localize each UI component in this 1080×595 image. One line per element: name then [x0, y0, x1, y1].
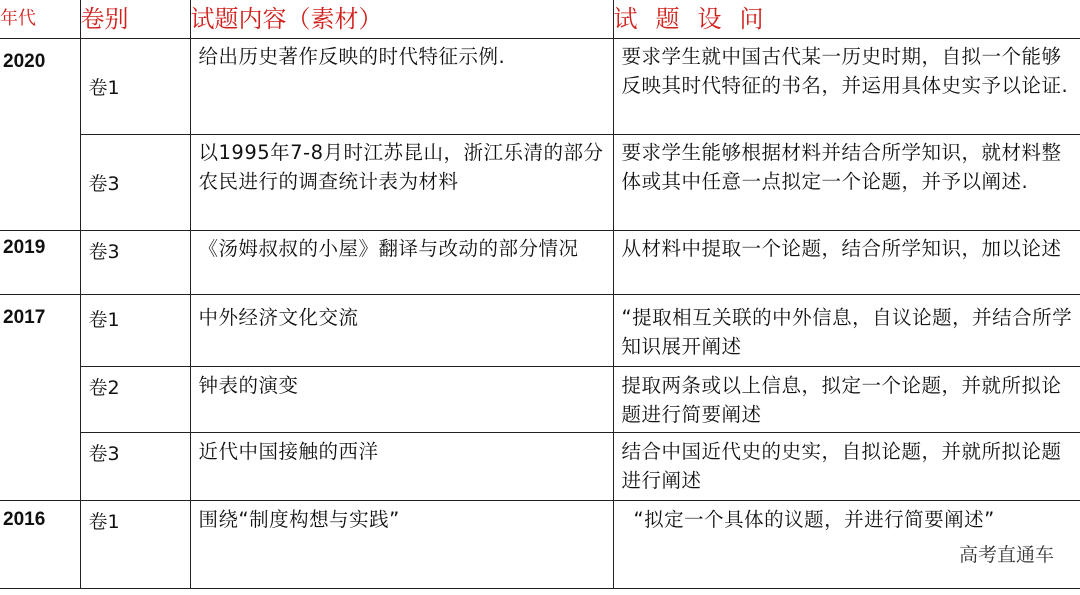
volume-cell: 卷1: [80, 295, 190, 367]
design-cell: 要求学生能够根据材料并结合所学知识，就材料整体或其中任意一点拟定一个论题，并予以阐述.: [613, 135, 1080, 231]
material-cell: 围绕“制度构想与实践”: [190, 501, 613, 589]
table-row: [0, 231, 1080, 295]
header-design: 试题设问: [613, 0, 1080, 39]
material-cell: 以1995年7-8月时江苏昆山，浙江乐清的部分农民进行的调查统计表为材料: [190, 135, 613, 231]
header-volume: 卷别: [80, 0, 190, 39]
table-row: [0, 39, 1080, 135]
table-row: [0, 433, 1080, 501]
header-year: 年代: [0, 0, 80, 39]
volume-cell: 卷3: [80, 433, 190, 501]
volume-cell: 卷2: [80, 367, 190, 433]
design-cell: 要求学生就中国古代某一历史时期，自拟一个能够反映其时代特征的书名，并运用具体史实予以论证.: [613, 39, 1080, 135]
year-cell: 2020: [0, 39, 80, 231]
material-cell: 钟表的演变: [190, 367, 613, 433]
design-cell: 从材料中提取一个论题，结合所学知识，加以论述: [613, 231, 1080, 295]
material-cell: 近代中国接触的西洋: [190, 433, 613, 501]
design-cell: 提取两条或以上信息，拟定一个论题，并就所拟论题进行简要阐述: [613, 367, 1080, 433]
design-cell: “提取相互关联的中外信息，自议论题，并结合所学知识展开阐述: [613, 295, 1080, 367]
year-cell: 2016: [0, 501, 80, 589]
table-row: [0, 367, 1080, 433]
table-row: [0, 295, 1080, 367]
header-row: [0, 0, 1080, 39]
volume-cell: 卷3: [80, 135, 190, 231]
header-material: 试题内容（素材）: [190, 0, 613, 39]
table-row: [0, 501, 1080, 589]
material-cell: 中外经济文化交流: [190, 295, 613, 367]
watermark: 高考直通车: [958, 544, 1054, 566]
design-cell: “拟定一个具体的议题，并进行简要阐述”: [613, 501, 1080, 589]
volume-cell: 卷1: [80, 39, 190, 135]
table-row: [0, 135, 1080, 231]
material-cell: 给出历史著作反映的时代特征示例.: [190, 39, 613, 135]
design-cell: 结合中国近代史的史实，自拟论题，并就所拟论题进行阐述: [613, 433, 1080, 501]
volume-cell: 卷1: [80, 501, 190, 589]
year-cell: 2017: [0, 295, 80, 501]
volume-cell: 卷3: [80, 231, 190, 295]
material-cell: 《汤姆叔叔的小屋》翻译与改动的部分情况: [190, 231, 613, 295]
year-cell: 2019: [0, 231, 80, 295]
